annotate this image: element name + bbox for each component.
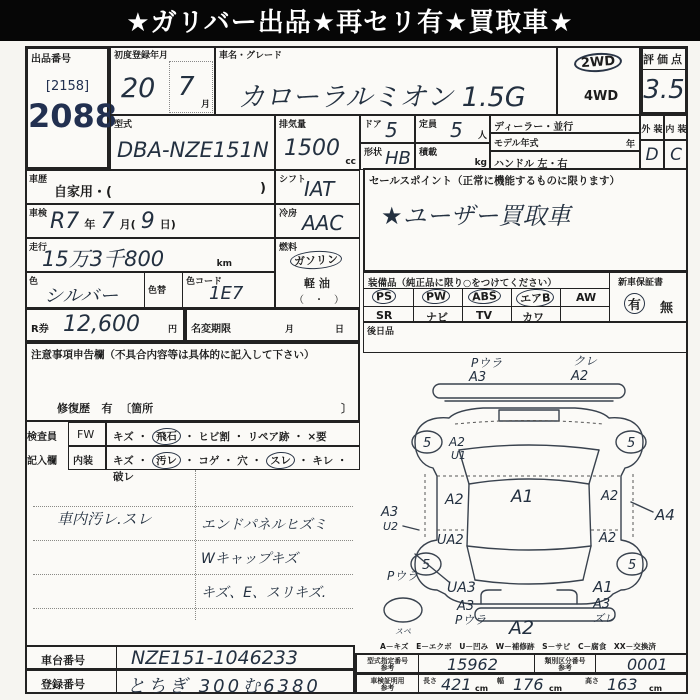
length-label: 長さ [423, 677, 437, 685]
diagram-legend: A－キズ E－エクボ U－凹み W－補修跡 S－サビ C－腐食 XX－交換済 [380, 642, 657, 651]
lot-label: 出品番号 [31, 54, 71, 65]
label-front-left-1: Pウラ [471, 356, 503, 370]
banner-text: ★ガリバー出品★再セリ有★買取車★ [126, 8, 574, 38]
remarks-area [25, 470, 360, 642]
remark-right-3: キズ、E、スリキズ. [201, 585, 327, 601]
doors-value: 5 [385, 118, 398, 142]
equip-navi: ナビ [426, 311, 448, 324]
front-bumper-shape [433, 384, 625, 398]
drive-2wd: 2WD [573, 51, 622, 73]
warranty-label: 新車保証書 [618, 278, 664, 288]
color-value: シルバー [44, 285, 119, 307]
height-label: 高さ [585, 677, 599, 685]
fuel-paren: （ ・ ） [294, 295, 344, 306]
capacity-unit: 人 [477, 131, 487, 141]
label-front-right-1: クレ [573, 354, 598, 368]
shape-label: 形状 [364, 148, 383, 158]
displacement-unit: cc [345, 157, 356, 167]
shift-cell [275, 170, 360, 204]
equip-sr: SR [376, 309, 393, 322]
height-value: 163 [607, 675, 638, 694]
doors-cell [360, 115, 415, 143]
warranty-box [609, 273, 689, 323]
label-left-rear-door: UA2 [437, 533, 464, 548]
exterior-grade-value: D [645, 145, 659, 165]
plate-row [25, 669, 355, 697]
svg-text:5: 5 [628, 558, 637, 573]
interior-label: 内 装 [665, 125, 687, 135]
label-rear-center: A2 [509, 617, 535, 639]
vin-row [25, 645, 355, 670]
label-rear-right-2: ズレ [593, 612, 615, 625]
r-ticket-unit: 円 [167, 325, 177, 335]
remark-right-1: エンドパネルヒズミ [201, 517, 327, 533]
sales-point-box [363, 168, 688, 272]
aircon-cell [275, 204, 360, 238]
mileage-value: 15万3千800 [42, 247, 165, 271]
equipment-label: 装備品（純正品に限り○をつけてください） [368, 278, 557, 289]
warranty-no: 無 [660, 301, 674, 316]
height-unit: cm [649, 684, 663, 693]
doors-label: ドア [364, 120, 382, 130]
repair-close: 〕 [341, 402, 352, 415]
equip-tv: TV [476, 309, 493, 322]
color-change-box [144, 273, 182, 309]
car-name-label: 車名・グレード [219, 51, 283, 61]
name-change-cell [185, 308, 360, 342]
inspector-interior-items: キズ ・ 汚レ ・ コゲ ・ 穴 ・ スレ ・ キレ ・ 破レ [106, 446, 360, 470]
model-year-label: モデル年式 [494, 139, 539, 149]
drive-cell [557, 46, 640, 115]
shift-label: シフト [279, 175, 307, 185]
fuel-gasoline: ガソリン [290, 250, 343, 271]
displacement-label: 排気量 [279, 120, 307, 130]
shift-value: IAT [304, 177, 335, 201]
label-rear-right-1: A3 [593, 597, 611, 612]
sales-point-label: セールスポイント（正常に機能するものに限ります） [369, 175, 621, 187]
inspector-fw-cell [68, 422, 106, 446]
wheel-mark-front-right [616, 431, 646, 453]
type-no-value: 15962 [447, 655, 498, 674]
mileage-unit: km [216, 259, 232, 269]
wheel-mark-front-left [412, 431, 442, 453]
fuel-cell [275, 238, 360, 308]
label-rl-wheel-note: Pウラ [387, 569, 419, 583]
interior-grade-value: C [670, 145, 682, 165]
color-code-value: 1E7 [209, 283, 244, 304]
equip-aw: AW [576, 291, 597, 304]
load-unit: kg [474, 158, 487, 168]
label-rl-fender: UA3 [447, 580, 476, 596]
color-label: 色 [29, 277, 39, 287]
load-cell [415, 143, 490, 170]
later-goods-box [363, 322, 688, 353]
model-year-unit: 年 [625, 140, 635, 150]
load-label: 積載 [419, 148, 438, 158]
label-hood: A1 [511, 487, 534, 507]
first-registration-year: 20 [121, 73, 156, 104]
displacement-cell [275, 115, 360, 170]
label-left-door: A2 [445, 492, 464, 508]
first-registration-month: 7 [178, 72, 195, 102]
color-code-label: 色コード [186, 277, 223, 287]
drive-4wd: 4WD [584, 89, 619, 104]
handle-label: ハンドル 左・右 [494, 159, 568, 170]
inspector-row2-label: 記入欄 [27, 456, 57, 467]
later-goods-label: 後日品 [367, 327, 395, 337]
label-left-rocker-2: U2 [383, 520, 399, 533]
caution-box [25, 342, 360, 422]
type-number-row [355, 653, 688, 674]
shape-value: HB [385, 148, 411, 169]
svg-text:5: 5 [627, 436, 636, 451]
width-unit: cm [549, 684, 563, 693]
history-label: 車歴 [29, 175, 48, 185]
car-name-cell [215, 46, 557, 115]
length-unit: cm [475, 684, 489, 693]
vin-value: NZE151-1046233 [131, 647, 298, 669]
exterior-header [640, 115, 664, 140]
equip-ps: PS [372, 288, 397, 304]
spare-shape [384, 598, 422, 622]
first-registration-label: 初度登録年月 [114, 51, 169, 61]
shaken-label: 車検 [29, 209, 48, 219]
interior-grade [664, 140, 688, 170]
label-rear-left-2: Pウラ [455, 613, 487, 627]
label-fl-fender-2: U1 [451, 449, 467, 462]
dealer-cell [490, 115, 640, 133]
banner [0, 0, 700, 41]
exterior-label: 外 装 [641, 125, 663, 135]
score-box [640, 46, 688, 115]
fuel-label: 燃料 [279, 243, 298, 253]
svg-text:5: 5 [422, 558, 431, 573]
plate-label: 登録番号 [41, 678, 85, 691]
fuel-diesel: 軽 油 [304, 277, 330, 290]
remark-left: 車内汚レ.スレ [57, 510, 152, 528]
label-front-left-2: A3 [469, 370, 487, 385]
r-ticket-cell [25, 308, 185, 342]
inspector-interior-label: 内装 [73, 456, 93, 467]
inspector-interior-cell [68, 446, 106, 470]
capacity-label: 定員 [419, 120, 438, 130]
sales-point-value: ★ユーザー買取車 [381, 202, 571, 230]
length-value: 421 [441, 675, 472, 694]
car-name-value: カローラルミオン 1.5G [238, 82, 526, 113]
first-registration-cell [110, 46, 215, 115]
capacity-value: 5 [450, 118, 463, 142]
aircon-label: 冷房 [279, 209, 298, 219]
lot-ref: [2158] [45, 79, 90, 94]
equipment-box [363, 272, 688, 322]
mileage-cell [25, 238, 275, 272]
equip-airbag: エアB [516, 288, 555, 308]
cert-head: 車検証明用 参考 [357, 675, 419, 692]
r-ticket-label: R券 [31, 324, 49, 335]
label-fl-fender-1: A2 [449, 435, 465, 449]
equip-pw: PW [422, 288, 451, 304]
label-front-right-2: A2 [571, 369, 589, 384]
color-cell [25, 272, 275, 308]
label-rear-left-1: A3 [457, 599, 475, 614]
shaken-cell [25, 204, 275, 238]
vin-label: 車台番号 [41, 654, 85, 667]
r-ticket-value: 12,600 [63, 312, 140, 337]
label-right-rear-door: A2 [599, 531, 617, 546]
exterior-grade [640, 140, 664, 170]
svg-text:5: 5 [423, 436, 432, 451]
remark-right-2: Wキャップキズ [201, 551, 299, 567]
lot-box [25, 46, 118, 170]
score-value: 3.5 [643, 75, 685, 105]
label-left-rocker-1: A3 [381, 505, 399, 520]
history-cell [25, 170, 275, 204]
label-spare: スペ [395, 627, 411, 636]
class-no-head: 類別区分番号 参考 [534, 655, 596, 672]
equip-abs: ABS [468, 288, 502, 305]
history-value: 自家用・( [54, 185, 112, 200]
capacity-cell [415, 115, 490, 143]
inspector-fw-label: FW [77, 428, 95, 441]
inspector-row2-head [25, 446, 68, 470]
type-no-head: 型式指定番号 参考 [357, 655, 419, 672]
interior-header [664, 115, 688, 140]
shape-cell [360, 143, 415, 170]
mileage-label: 走行 [29, 243, 48, 253]
month-unit: 月 [200, 100, 210, 110]
lot-number: 2088 [28, 97, 118, 135]
width-label: 幅 [497, 677, 504, 685]
history-close: ) [260, 181, 266, 196]
label-right-door: A2 [601, 489, 619, 504]
color-code-box [182, 273, 276, 309]
shaken-value: R7 年 7 月( 9 日) [50, 209, 176, 234]
repair-history-line: 修復歴 有 〔箇所 [57, 402, 154, 415]
equip-leather: カワ [522, 311, 544, 324]
warranty-yes: 有 [623, 292, 645, 314]
model-code-cell [110, 115, 275, 170]
name-change-month: 月 [284, 325, 294, 335]
score-label: 評価点 [643, 51, 685, 70]
name-change-day: 日 [334, 325, 344, 335]
model-year-cell [490, 133, 640, 151]
width-value: 176 [513, 675, 544, 694]
label-right-side: A4 [655, 506, 675, 524]
aircon-value: AAC [302, 211, 344, 235]
car-diagram [363, 354, 688, 640]
inspector-fw-items: キズ ・ 飛石 ・ ヒビ割 ・ リペア跡 ・ ×要 [106, 422, 360, 446]
displacement-value: 1500 [284, 136, 340, 161]
first-registration-month-box [169, 61, 213, 113]
dealer-label: ディーラー・並行 [494, 122, 574, 133]
model-code-value: DBA-NZE151N [117, 138, 269, 162]
dimensions-row [355, 673, 688, 694]
color-change-label: 色替 [148, 286, 167, 296]
name-change-label: 名変期限 [191, 324, 231, 335]
class-no-value: 0001 [627, 655, 668, 674]
model-code-label: 型式 [114, 120, 133, 130]
caution-label: 注意事項申告欄（不具合内容等は具体的に記入して下さい） [31, 349, 315, 361]
label-rr-fender: A1 [593, 578, 613, 596]
inspector-row1-label: 検査員 [27, 432, 57, 443]
inspector-row1-head [25, 422, 68, 446]
plate-value: とちぎ 300む6380 [127, 676, 321, 697]
